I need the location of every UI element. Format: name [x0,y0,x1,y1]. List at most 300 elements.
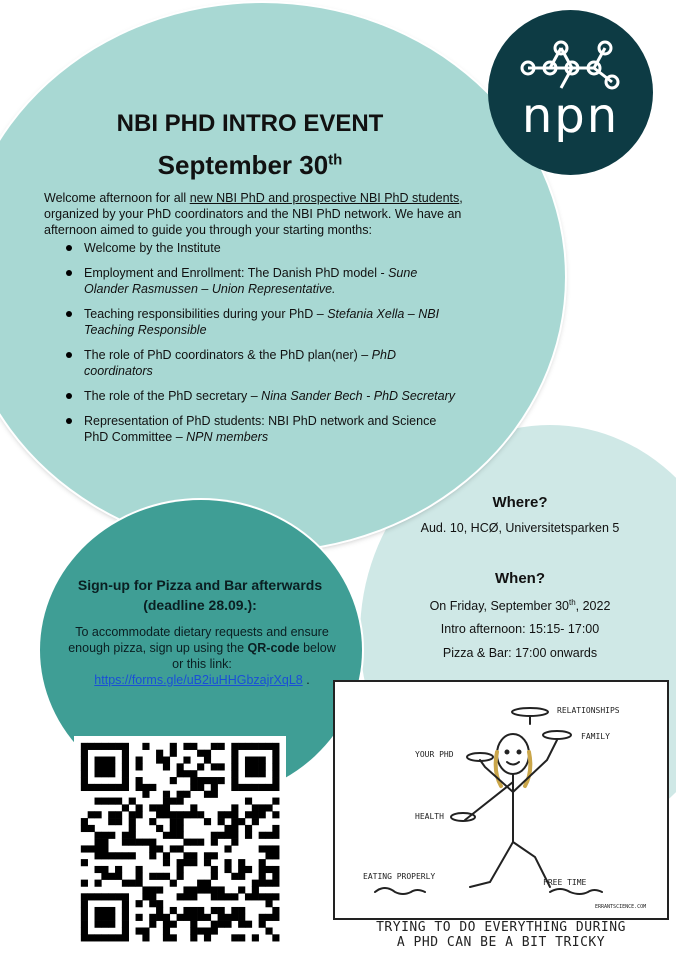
qr-module [95,866,102,873]
signup-heading: Sign-up for Pizza and Bar afterwards (deadline 28.09.): [77,577,323,613]
qr-module [170,818,177,825]
qr-module [177,893,184,900]
qr-module [108,757,115,764]
qr-module [197,839,204,846]
qr-module [245,866,252,873]
qr-module [122,914,129,921]
qr-module [163,934,170,941]
qr-module [204,927,211,934]
qr-module [231,770,238,777]
qr-module [129,818,136,825]
qr-module [190,784,197,791]
qr-module [265,900,272,907]
comic-caption: TRYING TO DO EVERYTHING DURING A PHD CAN BE A BIT TRICKY [376,920,626,950]
qr-module [108,893,115,900]
qr-module [231,914,238,921]
qr-module [115,852,122,859]
qr-module [101,832,108,839]
qr-module [101,852,108,859]
qr-module [204,880,211,887]
intro-lead: Welcome afternoon for all [44,191,190,205]
qr-module [170,750,177,757]
qr-module [142,886,149,893]
logo-text: npn [521,88,620,144]
qr-module [272,934,279,941]
qr-module [272,757,279,764]
when-date: On Friday, September 30th, 2022 [429,598,611,614]
qr-module [265,784,272,791]
qr-module [259,873,266,880]
qr-module [211,852,218,859]
qr-module [190,886,197,893]
qr-module [115,784,122,791]
qr-module [238,743,245,750]
qr-module [259,743,266,750]
qr-module [204,914,211,921]
qr-module [245,921,252,928]
qr-module [122,750,129,757]
qr-module [95,914,102,921]
qr-module [115,811,122,818]
qr-module [183,859,190,866]
qr-module [101,839,108,846]
qr-module [108,907,115,914]
qr-module [88,784,95,791]
qr-module [156,873,163,880]
qr-module [122,804,129,811]
qr-module [197,907,204,914]
qr-module [81,770,88,777]
qr-module [81,927,88,934]
qr-module [245,825,252,832]
qr-module [142,839,149,846]
qr-module [95,743,102,750]
qr-module [163,921,170,928]
qr-module [204,859,211,866]
qr-module [211,893,218,900]
qr-module [163,832,170,839]
qr-module [115,798,122,805]
qr-module [272,770,279,777]
qr-module [95,845,102,852]
label-health: HEALTH [415,812,444,821]
qr-module [190,934,197,941]
qr-module [259,914,266,921]
intro-underlined: new NBI PhD and prospective NBI PhD students [189,191,460,205]
qr-module [265,845,272,852]
qr-module [211,763,218,770]
qr-module [183,886,190,893]
qr-module [108,921,115,928]
qr-module [204,818,211,825]
qr-module [122,934,129,941]
qr-module [245,832,252,839]
qr-module [211,839,218,846]
qr-module [265,914,272,921]
qr-module [81,750,88,757]
qr-module [272,866,279,873]
qr-module [204,886,211,893]
qr-module [129,852,136,859]
qr-module [122,900,129,907]
qr-module [95,763,102,770]
signup-text: To accommodate dietary requests and ensure enough pizza, sign up using the QR-code below or this link: https://forms.gle/uB2iuHHGbzajrXqL8 . [68,625,336,687]
qr-module [170,825,177,832]
qr-module [115,818,122,825]
qr-module [231,893,238,900]
qr-module [129,798,136,805]
qr-module [259,921,266,928]
qr-module [136,900,143,907]
intro-paragraph [44,190,464,238]
qr-module [218,763,225,770]
qr-module [88,893,95,900]
qr-module [259,804,266,811]
qr-module [136,873,143,880]
qr-module [183,811,190,818]
qr-module [81,818,88,825]
qr-module [231,934,238,941]
qr-module [122,907,129,914]
qr-module [95,880,102,887]
qr-module [211,927,218,934]
qr-module [190,839,197,846]
qr-module [81,763,88,770]
qr-module [95,839,102,846]
qr-module [156,757,163,764]
qr-module [177,770,184,777]
qr-module [252,811,259,818]
qr-module [101,757,108,764]
qr-module [136,839,143,846]
qr-module [218,818,225,825]
qr-module [211,743,218,750]
qr-module [163,811,170,818]
qr-module [95,907,102,914]
qr-module [122,832,129,839]
qr-module [245,743,252,750]
signup-link[interactable]: https://forms.gle/uB2iuHHGbzajrXqL8 [94,673,303,687]
qr-module [149,845,156,852]
qr-module [163,927,170,934]
qr-module [122,880,129,887]
qr-module [122,839,129,846]
qr-module [81,845,88,852]
qr-module [170,811,177,818]
qr-module [142,927,149,934]
qr-module [101,784,108,791]
qr-module [177,818,184,825]
qr-module [259,880,266,887]
when-pizza-time: Pizza & Bar: 17:00 onwards [442,646,598,660]
qr-module [231,832,238,839]
qr-module [122,743,129,750]
qr-module [218,893,225,900]
qr-module [108,832,115,839]
qr-module [122,784,129,791]
qr-module [95,811,102,818]
qr-module [122,927,129,934]
qr-module [142,791,149,798]
qr-module [149,804,156,811]
qr-module [224,811,231,818]
intro-rest: , organized by your PhD coordinators and the NBI PhD network. We have an afternoon aimed to guide you through your starting months: [44,191,463,237]
qr-module [177,832,184,839]
qr-module [231,804,238,811]
qr-module [190,907,197,914]
qr-module [88,845,95,852]
qr-module [136,763,143,770]
qr-module [265,927,272,934]
qr-module [238,784,245,791]
qr-module [149,839,156,846]
qr-module [136,880,143,887]
qr-module [272,914,279,921]
bullet-icon [66,418,72,424]
qr-module [204,750,211,757]
qr-module [190,859,197,866]
qr-module [142,893,149,900]
qr-module [211,873,218,880]
qr-module [204,791,211,798]
qr-module [259,770,266,777]
qr-module [170,798,177,805]
qr-module [218,921,225,928]
qr-module [252,934,259,941]
qr-module [190,852,197,859]
label-family: FAMILY [581,732,610,741]
qr-module [177,859,184,866]
qr-module [231,839,238,846]
qr-module [81,893,88,900]
juggling-stick-figure-icon [335,682,667,918]
qr-module [183,852,190,859]
qr-module [177,825,184,832]
bullet-icon [66,245,72,251]
qr-module [101,866,108,873]
qr-module [101,770,108,777]
qr-module [183,791,190,798]
event-date [0,150,500,181]
qr-module [129,839,136,846]
qr-module [136,777,143,784]
qr-module [231,784,238,791]
agenda-item: Employment and Enrollment: The Danish PhD model - Sune Olander Rasmussen – Union Representative. [62,265,462,297]
qr-module [259,893,266,900]
agenda-list [62,240,462,454]
event-date-sup: th [328,151,343,169]
qr-module [272,880,279,887]
qr-module [245,893,252,900]
qr-module [156,886,163,893]
qr-module [108,770,115,777]
qr-module [238,934,245,941]
qr-module [265,743,272,750]
qr-module [211,791,218,798]
qr-module [218,811,225,818]
qr-module [190,777,197,784]
qr-module [218,907,225,914]
qr-module [136,757,143,764]
qr-module [156,845,163,852]
qr-module [238,914,245,921]
qr-module [129,811,136,818]
qr-module [122,763,129,770]
qr-module [149,893,156,900]
qr-module [211,784,218,791]
qr-module [88,825,95,832]
qr-module [156,750,163,757]
qr-module [108,743,115,750]
qr-module [163,859,170,866]
qr-module [183,914,190,921]
qr-module [156,811,163,818]
agenda-item: The role of PhD coordinators & the PhD plan(ner) – PhD coordinators [62,347,462,379]
qr-module [252,880,259,887]
qr-module [218,832,225,839]
qr-module [115,866,122,873]
qr-module [183,743,190,750]
event-date-main: September 30 [157,150,329,180]
qr-module [149,852,156,859]
qr-module [231,907,238,914]
qr-module [115,873,122,880]
qr-module [129,825,136,832]
qr-module [177,811,184,818]
qr-module [149,873,156,880]
qr-module [272,873,279,880]
qr-module [238,873,245,880]
bullet-icon [66,393,72,399]
qr-module [197,777,204,784]
qr-module [197,763,204,770]
qr-module [81,825,88,832]
qr-module [108,914,115,921]
qr-module [163,852,170,859]
qr-module [252,770,259,777]
qr-module [245,757,252,764]
qr-module [245,770,252,777]
qr-module [129,832,136,839]
qr-module [231,873,238,880]
qr-module [163,757,170,764]
when-heading: When? [495,570,545,587]
qr-module [101,798,108,805]
qr-module [81,880,88,887]
qr-module [218,886,225,893]
qr-module [88,811,95,818]
qr-module [101,873,108,880]
qr-module [95,832,102,839]
qr-module [136,914,143,921]
qr-module [136,866,143,873]
qr-module [156,907,163,914]
qr-module [149,886,156,893]
npn-logo [488,10,653,175]
qr-module [238,921,245,928]
qr-module [265,832,272,839]
qr-module [245,763,252,770]
qr-module [211,777,218,784]
qr-module [252,743,259,750]
qr-module [183,839,190,846]
qr-module [272,777,279,784]
qr-module [163,873,170,880]
qr-module [259,832,266,839]
qr-module [231,757,238,764]
qr-module [156,914,163,921]
qr-module [170,907,177,914]
qr-module [95,893,102,900]
qr-module [224,914,231,921]
qr-module [272,743,279,750]
qr-module [101,763,108,770]
qr-module [95,934,102,941]
qr-module [170,880,177,887]
qr-module [204,934,211,941]
qr-module [190,743,197,750]
agenda-item: Teaching responsibilities during your PhD – Stefania Xella – NBI Teaching Responsible [62,306,462,338]
qr-module [238,907,245,914]
qr-module [224,845,231,852]
qr-module [95,770,102,777]
qr-module [204,757,211,764]
qr-module [224,866,231,873]
qr-module [108,784,115,791]
qr-module [170,743,177,750]
qr-module [142,743,149,750]
qr-module [259,845,266,852]
qr-module [272,811,279,818]
qr-module [101,845,108,852]
comic-credit: ERRANTSCIENCE.COM [595,904,647,910]
label-your-phd: YOUR PHD [415,750,454,759]
qr-module [108,811,115,818]
qr-module [238,886,245,893]
signup-qr-code[interactable] [74,736,286,948]
qr-module [231,811,238,818]
qr-module [81,743,88,750]
qr-module [101,893,108,900]
qr-module [190,804,197,811]
qr-module [190,811,197,818]
qr-module [238,818,245,825]
qr-module [170,832,177,839]
qr-module [136,927,143,934]
qr-module [156,804,163,811]
qr-module [272,832,279,839]
where-location: Aud. 10, HCØ, Universitetsparken 5 [420,521,620,535]
qr-module [81,859,88,866]
qr-module [108,873,115,880]
qr-module [156,900,163,907]
qr-module [81,914,88,921]
qr-module [142,784,149,791]
qr-module [108,818,115,825]
qr-module [272,763,279,770]
qr-module [252,763,259,770]
qr-module [252,818,259,825]
qr-module [177,914,184,921]
qr-module [142,934,149,941]
qr-module [224,893,231,900]
qr-module [136,784,143,791]
label-relationships: RELATIONSHIPS [557,706,620,715]
qr-module [231,743,238,750]
qr-module [272,750,279,757]
where-heading: Where? [492,494,548,511]
qr-module [259,859,266,866]
